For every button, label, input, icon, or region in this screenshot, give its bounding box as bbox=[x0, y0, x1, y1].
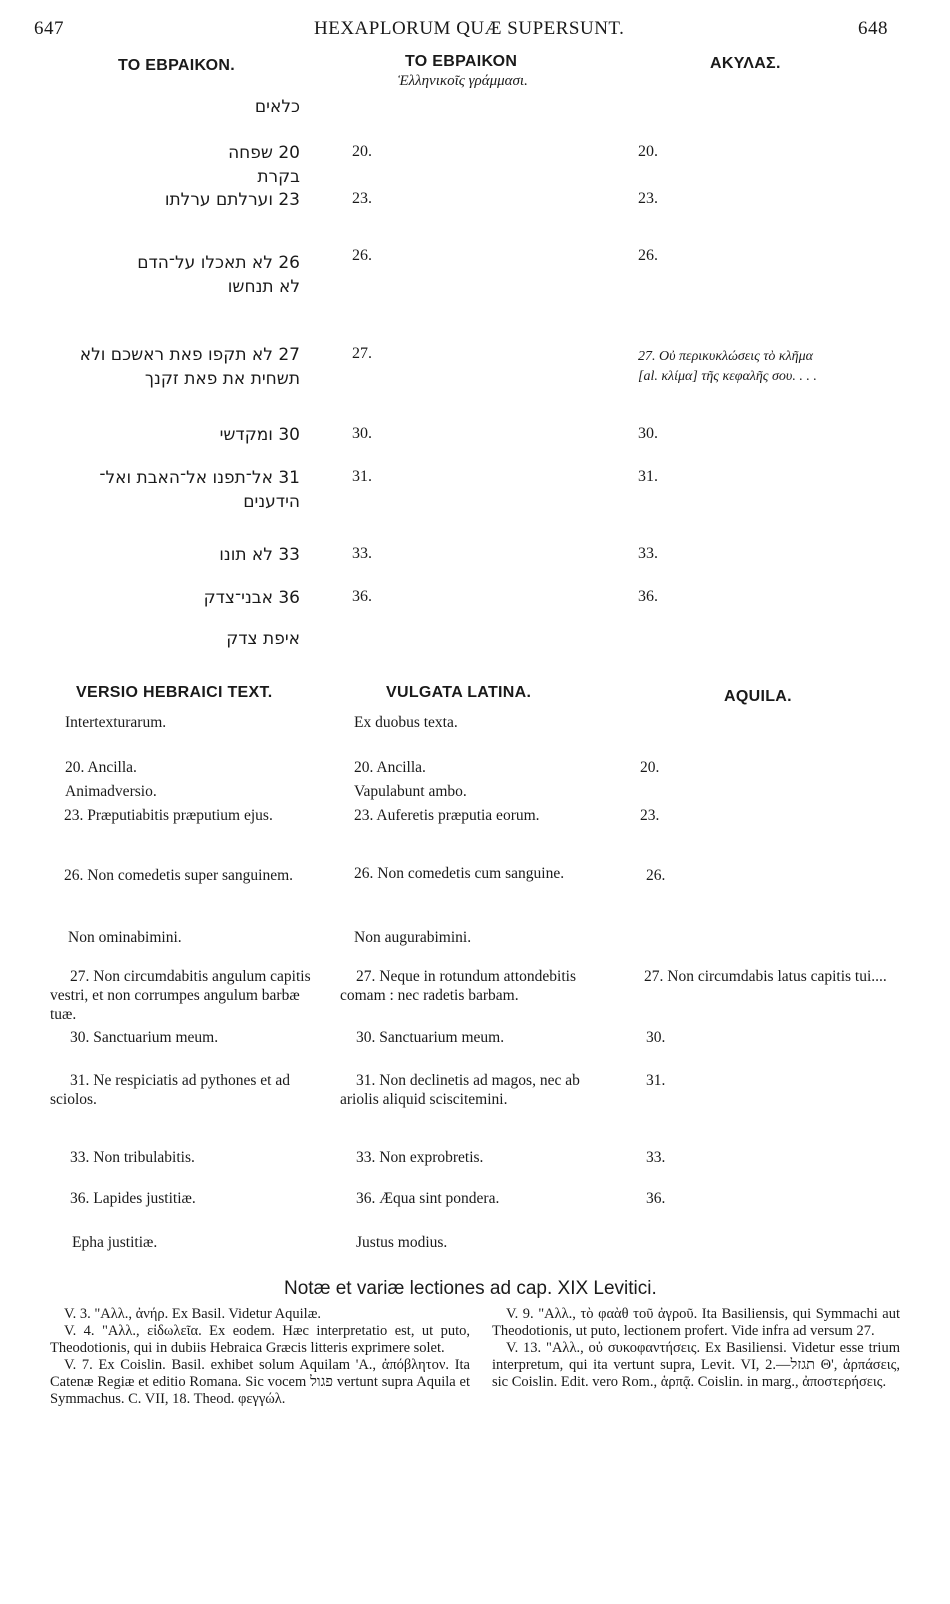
upper-col1-heading: ΤΟ ΕΒΡΑΙΚΟΝ. bbox=[118, 57, 235, 74]
aquila-text: 27. Non circumdabis latus capitis tui.... bbox=[644, 968, 887, 985]
hebrew-version-text: Epha justitiæ. bbox=[72, 1234, 158, 1251]
vulgate-text: 36. Æqua sint pondera. bbox=[356, 1190, 500, 1207]
hebrew-line: כלאים bbox=[254, 97, 300, 117]
notes-left-column bbox=[50, 1306, 470, 1408]
aquila-verse-number: 26. bbox=[638, 247, 658, 264]
hebrew-line: הידענים bbox=[243, 492, 300, 512]
transliteration-verse-number: 26. bbox=[352, 247, 372, 264]
transliteration-verse-number: 30. bbox=[352, 425, 372, 442]
vulgate-text: 27. Neque in rotundum attondebitis comam : nec radetis barbam. bbox=[340, 968, 576, 1004]
aquila-text: 23. bbox=[640, 807, 660, 824]
hebrew-line: איפת צדק bbox=[226, 629, 300, 649]
aquila-text: 30. bbox=[646, 1029, 666, 1046]
upper-col2-heading: ΤΟ ΕΒΡΑΙΚΟΝ bbox=[405, 53, 518, 70]
aquila-verse-number: 23. bbox=[638, 190, 658, 207]
hebrew-line: 27 לא תקפו פאת ראשכם ולא bbox=[79, 345, 300, 365]
hebrew-line: 30 ומקדשי bbox=[219, 425, 300, 445]
upper-col3-heading: ΑΚΥΛΑΣ. bbox=[710, 55, 781, 72]
hebrew-line: 36 אבני־צדק bbox=[203, 588, 300, 608]
vulgate-text: Non augurabimini. bbox=[354, 929, 472, 946]
hebrew-version-text: 26. Non comedetis super sanguinem. bbox=[64, 867, 294, 884]
running-title: HEXAPLORUM QUÆ SUPERSUNT. bbox=[314, 18, 625, 39]
aquila-text: 36. bbox=[646, 1190, 666, 1207]
aquila-text: 26. bbox=[646, 867, 666, 884]
aquila-greek-line: [al. κλίμα] τῆς κεφαλῆς σου. . . . bbox=[638, 369, 817, 384]
note-entry: V. 13. "Αλλ., οὐ συκοφαντήσεις. Ex Basiliensi. Videtur esse trium interpretum, qui ita vertunt supra, Levit. VI, 2.—תגזל Θ', ἁρπάσεις, sic Coislin. Edit. vero Rom., ἁρπᾷ. Coislin. in marg., ἀποστερήσεις. bbox=[492, 1340, 900, 1390]
hebrew-line: 33 לא תונו bbox=[219, 545, 300, 565]
upper-col2-subheading: Ἑλληνικοῖς γράμμασι. bbox=[398, 73, 528, 89]
hebrew-version-text: 30. Sanctuarium meum. bbox=[70, 1029, 219, 1046]
hebrew-version-text: Intertexturarum. bbox=[65, 714, 167, 731]
hebrew-line: 23 וערלתם ערלתו bbox=[164, 190, 300, 210]
vulgate-text: Justus modius. bbox=[356, 1234, 448, 1251]
hebrew-version-text: 33. Non tribulabitis. bbox=[70, 1149, 195, 1166]
hebrew-line: לא תנחשו bbox=[227, 277, 300, 297]
note-entry: V. 7. Ex Coislin. Basil. exhibet solum Aquilam 'Α., ἀπόβλητον. Ita Catenæ Regiæ et editio Romana. Sic vocem פגול vertunt supra Aquila et Symmachus. C. VII, 18. Theod. φεγγώλ. bbox=[50, 1357, 470, 1407]
lower-col1-heading: VERSIO HEBRAICI TEXT. bbox=[76, 684, 273, 701]
hebrew-version-text: 20. Ancilla. bbox=[65, 759, 137, 776]
hebrew-line: 20 שפחה bbox=[228, 143, 300, 163]
aquila-text: 20. bbox=[640, 759, 660, 776]
hebrew-version-text: 27. Non circumdabitis angulum capitis vestri, et non corrumpes angulum barbæ tuæ. bbox=[50, 968, 311, 1023]
lower-col3-heading: AQUILA. bbox=[724, 688, 792, 705]
aquila-text: 33. bbox=[646, 1149, 666, 1166]
transliteration-verse-number: 33. bbox=[352, 545, 372, 562]
hebrew-version-text: 23. Præputiabitis præputium ejus. bbox=[64, 807, 273, 824]
hebrew-line: בקרת bbox=[257, 167, 300, 187]
vulgate-text: 23. Auferetis præputia eorum. bbox=[354, 807, 540, 824]
aquila-verse-number: 36. bbox=[638, 588, 658, 605]
transliteration-verse-number: 31. bbox=[352, 468, 372, 485]
aquila-verse-number: 20. bbox=[638, 143, 658, 160]
vulgate-text: 33. Non exprobretis. bbox=[356, 1149, 484, 1166]
page-number-right: 648 bbox=[858, 18, 888, 39]
lower-col2-heading: VULGATA LATINA. bbox=[386, 684, 532, 701]
vulgate-text: 30. Sanctuarium meum. bbox=[356, 1029, 505, 1046]
hebrew-version-text: 36. Lapides justitiæ. bbox=[70, 1190, 196, 1207]
vulgate-text: 20. Ancilla. bbox=[354, 759, 426, 776]
hebrew-version-text: Animadversio. bbox=[65, 783, 157, 800]
note-entry: V. 3. "Αλλ., ἀνήρ. Ex Basil. Videtur Aquilæ. bbox=[64, 1306, 321, 1322]
hebrew-line: 26 לא תאכלו על־הדם bbox=[137, 253, 300, 273]
aquila-greek-line: 27. Οὐ περικυκλώσεις τὸ κλῆμα bbox=[638, 349, 813, 364]
transliteration-verse-number: 20. bbox=[352, 143, 372, 160]
hebrew-version-text: 31. Ne respiciatis ad pythones et ad sciolos. bbox=[50, 1072, 290, 1108]
hebrew-line: 31 אל־תפנו אל־האבת ואל־ bbox=[99, 468, 300, 488]
note-entry: V. 4. "Αλλ., εἰδωλεῖα. Ex eodem. Hæc interpretatio est, ut puto, Theodotionis, qui in dubiis Hebraica Græcis litteris exprimere solet. bbox=[50, 1323, 470, 1356]
vulgate-text: Vapulabunt ambo. bbox=[354, 783, 467, 800]
notes-right-column bbox=[492, 1306, 900, 1391]
hebrew-line: תשחית את פאת זקנך bbox=[144, 369, 300, 389]
aquila-text: 31. bbox=[646, 1072, 666, 1089]
vulgate-text: 26. Non comedetis cum sanguine. bbox=[354, 865, 565, 882]
hebrew-version-text: Non ominabimini. bbox=[68, 929, 182, 946]
vulgate-text: Ex duobus texta. bbox=[354, 714, 458, 731]
aquila-verse-number: 33. bbox=[638, 545, 658, 562]
note-entry: V. 9. "Αλλ., τὸ φαὰθ τοῦ ἀγροῦ. Ita Basiliensis, qui Symmachi aut Theodotionis, ut puto, lectionem profert. Vide infra ad versum 27. bbox=[492, 1306, 900, 1339]
aquila-verse-number: 31. bbox=[638, 468, 658, 485]
transliteration-verse-number: 23. bbox=[352, 190, 372, 207]
page-number-left: 647 bbox=[34, 18, 64, 39]
aquila-verse-number: 30. bbox=[638, 425, 658, 442]
notes-title: Notæ et variæ lectiones ad cap. XIX Levitici. bbox=[284, 1278, 657, 1299]
vulgate-text: 31. Non declinetis ad magos, nec ab ariolis aliquid sciscitemini. bbox=[340, 1072, 580, 1108]
transliteration-verse-number: 27. bbox=[352, 345, 372, 362]
transliteration-verse-number: 36. bbox=[352, 588, 372, 605]
